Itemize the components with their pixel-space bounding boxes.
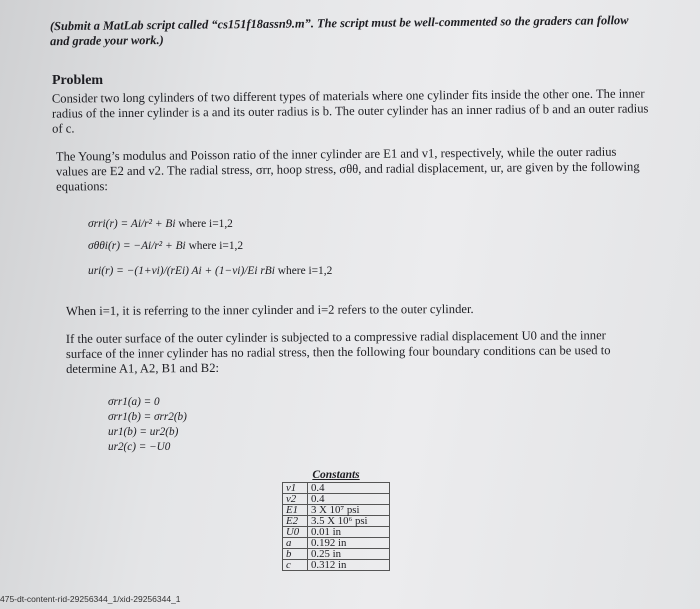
constant-value: 0.01 in — [308, 527, 390, 538]
table-row — [283, 549, 390, 560]
constant-key: E2 — [283, 516, 308, 527]
equation-rhs: −(1+vi)/(rEi) Ai + (1−vi)/Ei rBi — [126, 265, 275, 277]
equation-rhs: Ai/r² + Bi — [130, 218, 176, 230]
problem-heading: Problem — [52, 73, 104, 88]
paragraph-boundary-intro: If the outer surface of the outer cylinder is subjected to a compressive radial displacement U0 and the inner surface of the inner cylinder has no radial stress, then the following four boundary conditions can be used to determine A1, A2, B1 and B2: — [65, 328, 611, 376]
footer-id-text: 475-dt-content-rid-29256344_1/xid-29256344_1 — [0, 594, 181, 604]
table-row — [283, 505, 390, 516]
constants-table — [282, 470, 390, 571]
boundary-condition: ur1(b) = ur2(b) — [108, 426, 179, 438]
equation-where: where i=1,2 — [188, 240, 244, 252]
equation-radial-displacement — [88, 265, 332, 277]
boundary-condition: ur2(c) = −U0 — [108, 441, 171, 453]
equation-where: where i=1,2 — [178, 218, 233, 230]
constant-value: 3.5 X 10⁶ psi — [308, 516, 390, 527]
equation-hoop-stress — [88, 240, 243, 252]
table-row — [283, 516, 390, 527]
constant-key: v2 — [283, 494, 308, 505]
table-row — [283, 538, 390, 549]
table-row — [283, 527, 390, 538]
table-row — [283, 483, 390, 494]
equation-rhs: −Ai/r² + Bi — [133, 240, 186, 252]
equation-lhs: uri(r) = — [88, 265, 124, 277]
submission-note: (Submit a MatLab script called “cs151f18assn9.m”. The script must be well-commented so the graders can follow and grade your work.) — [49, 13, 629, 49]
paragraph-youngs-modulus: The Young’s modulus and Poisson ratio of the inner cylinder are E1 and v1, respectively, while the outer radius values are E2 and v2. The radial stress, σrr, hoop stress, σθθ, and radial displacement, ur, are given by the following equations: — [55, 144, 640, 194]
constant-key: b — [283, 549, 308, 560]
constant-key: c — [283, 560, 308, 571]
constants-title: Constants — [312, 469, 360, 481]
paragraph-index-meaning: When i=1, it is referring to the inner cylinder and i=2 refers to the outer cylinder. — [65, 301, 474, 319]
constant-value: 0.25 in — [308, 549, 390, 560]
constant-key: E1 — [283, 505, 308, 516]
constant-value: 0.192 in — [308, 538, 390, 549]
constant-key: U0 — [283, 527, 308, 538]
boundary-condition: σrr1(a) = 0 — [108, 396, 160, 408]
constant-key: v1 — [283, 483, 308, 494]
constant-value: 0.312 in — [308, 560, 390, 571]
table-row — [283, 560, 390, 571]
constant-value: 3 X 10⁷ psi — [308, 505, 390, 516]
equation-lhs: σrri(r) = — [88, 218, 129, 230]
table-row — [283, 494, 390, 505]
constant-value: 0.4 — [308, 494, 390, 505]
equation-radial-stress — [88, 218, 233, 230]
equation-where: where i=1,2 — [277, 265, 333, 277]
boundary-condition: σrr1(b) = σrr2(b) — [108, 411, 187, 423]
equation-lhs: σθθi(r) = — [88, 240, 131, 252]
constant-key: a — [283, 538, 308, 549]
paragraph-cylinders: Consider two long cylinders of two different types of materials where one cylinder fits inside the other one. The inner radius of the inner cylinder is a and its outer radius is b. The outer cylinder has an inner radius of b and an outer radius of c. — [51, 86, 649, 136]
constant-value: 0.4 — [308, 483, 390, 494]
